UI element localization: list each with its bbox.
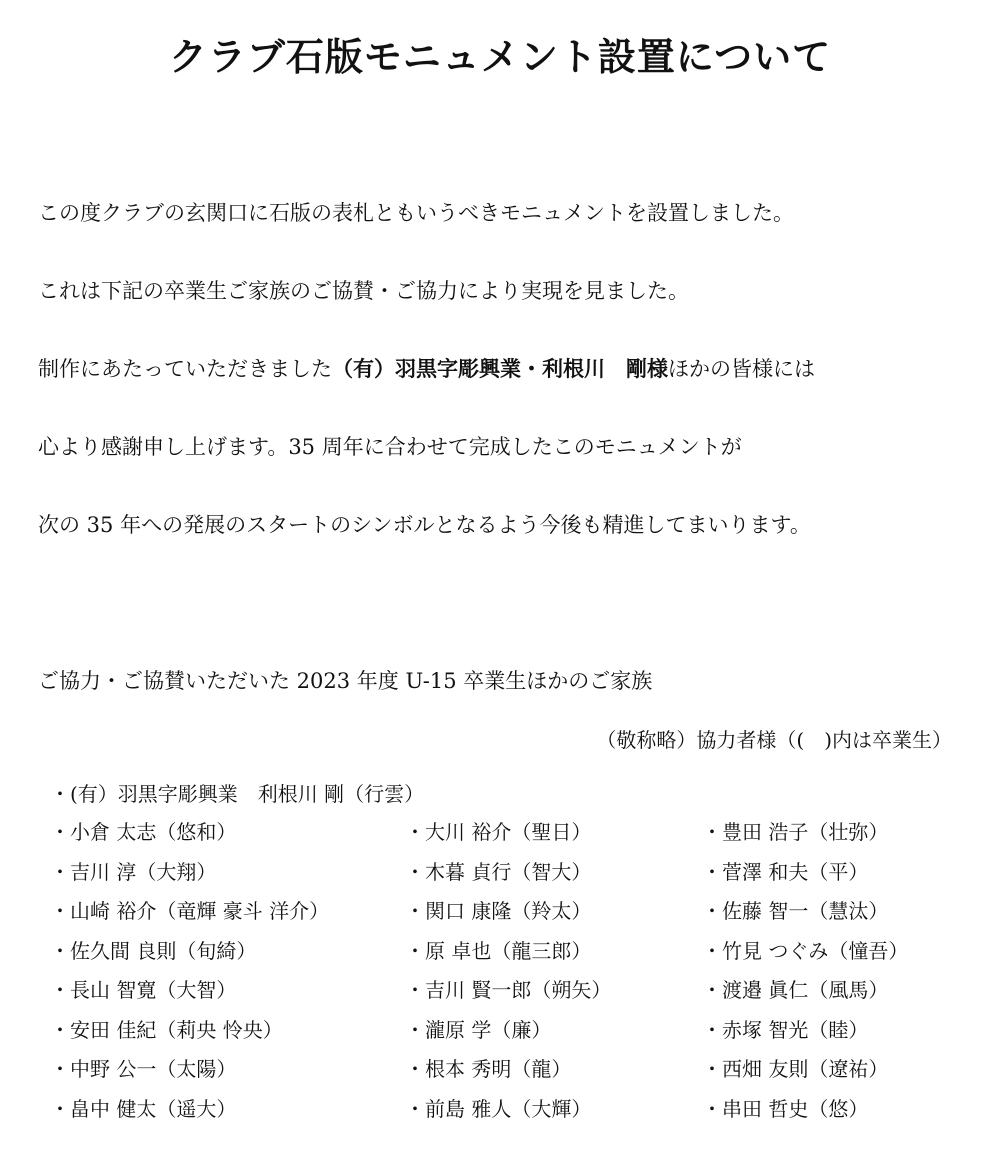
list-item: ・原 卓也（龍三郎） bbox=[405, 938, 592, 963]
list-heading: ご協力・ご協賛いただいた 2023 年度 U-15 卒業生ほかのご家族 bbox=[38, 669, 653, 693]
list-item: ・山崎 裕介（竜輝 豪斗 洋介） bbox=[50, 899, 330, 923]
list-item: ・菅澤 和夫（平） bbox=[702, 859, 869, 884]
list-item: ・佐久間 良則（旬綺） bbox=[50, 938, 257, 963]
list-item: ・赤塚 智光（睦） bbox=[702, 1017, 869, 1042]
contributor-column-1 bbox=[50, 818, 329, 1134]
list-item: ・竹見 つぐみ（憧吾） bbox=[702, 938, 909, 963]
paragraph-3-bold: （有）羽黒字彫興業・利根川 剛様 bbox=[332, 357, 668, 381]
honorific-note: （敬称略）協力者様（( )内は卒業生） bbox=[596, 728, 952, 752]
page-title: クラブ石版モニュメント設置について bbox=[168, 34, 832, 79]
contributor-column-2 bbox=[405, 818, 611, 1134]
list-item: ・畠中 健太（遥大） bbox=[50, 1096, 237, 1121]
contributor-column-3 bbox=[702, 818, 908, 1134]
list-item: ・瀧原 学（廉） bbox=[405, 1017, 552, 1042]
list-item: ・中野 公一（太陽） bbox=[50, 1057, 237, 1081]
paragraph-3 bbox=[38, 353, 815, 383]
list-item: ・西畑 友則（遼祐） bbox=[702, 1057, 889, 1081]
paragraph-3-suffix: ほかの皆様には bbox=[668, 357, 815, 381]
paragraph-3-prefix: 制作にあたっていただきました bbox=[38, 357, 332, 381]
list-item: ・佐藤 智一（慧汰） bbox=[702, 899, 889, 923]
paragraph-1: この度クラブの玄関口に石版の表札ともいうべきモニュメントを設置しました。 bbox=[38, 201, 794, 225]
sponsor-line: ・(有）羽黒字彫興業 利根川 剛（行雲） bbox=[50, 782, 425, 806]
list-item: ・安田 佳紀（莉央 怜央） bbox=[50, 1017, 283, 1042]
list-item: ・串田 哲史（悠） bbox=[702, 1096, 869, 1121]
list-item: ・長山 智寛（大智） bbox=[50, 978, 237, 1002]
list-item: ・渡邉 眞仁（風馬） bbox=[702, 978, 889, 1002]
list-item: ・大川 裕介（聖日） bbox=[405, 820, 592, 844]
list-item: ・関口 康隆（羚太） bbox=[405, 899, 592, 923]
list-item: ・豊田 浩子（壮弥） bbox=[702, 820, 889, 844]
paragraph-4: 心より感謝申し上げます。35 周年に合わせて完成したこのモニュメントが bbox=[38, 435, 742, 459]
paragraph-5: 次の 35 年への発展のスタートのシンボルとなるよう今後も精進してまいります。 bbox=[38, 513, 811, 537]
paragraph-2: これは下記の卒業生ご家族のご協賛・ご協力により実現を見ました。 bbox=[38, 279, 689, 303]
list-item: ・小倉 太志（悠和） bbox=[50, 820, 237, 844]
list-item: ・根本 秀明（龍） bbox=[405, 1057, 572, 1081]
list-item: ・吉川 賢一郎（朔矢） bbox=[405, 978, 612, 1002]
list-item: ・前島 雅人（大輝） bbox=[405, 1096, 592, 1121]
list-item: ・吉川 淳（大翔） bbox=[50, 859, 217, 884]
list-item: ・木暮 貞行（智大） bbox=[405, 859, 592, 884]
